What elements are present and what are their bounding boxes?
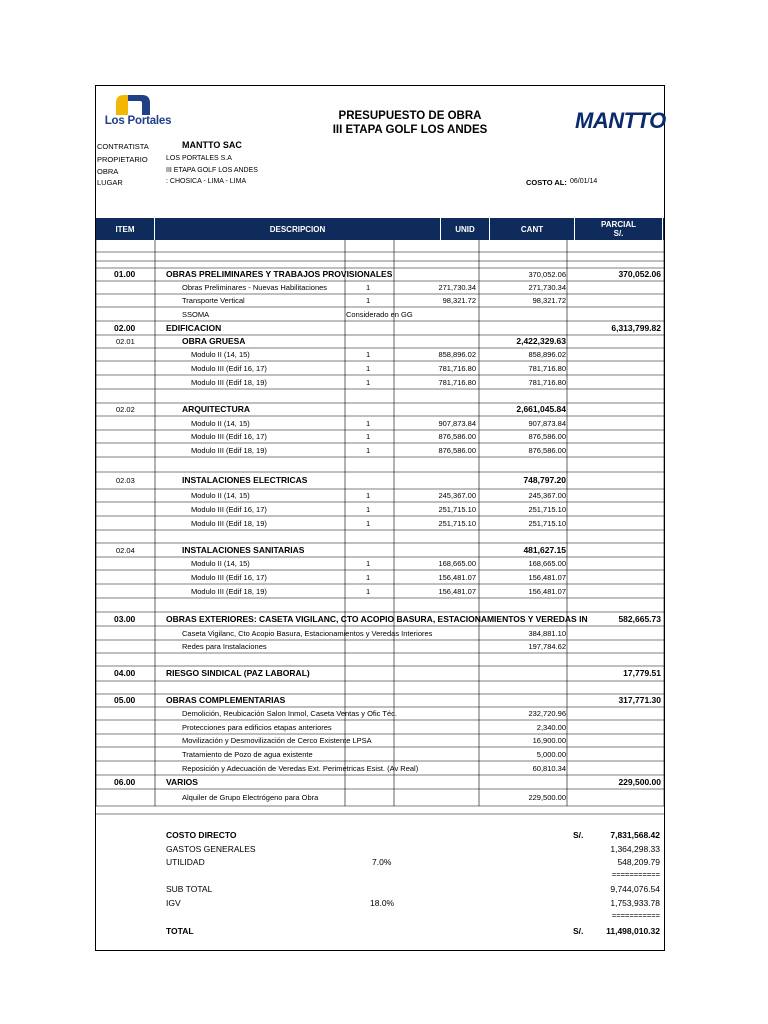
column-parcial-line1: PARCIAL — [601, 220, 636, 229]
row-description: Modulo II (14, 15) — [191, 350, 250, 359]
gastos-generales-label: GASTOS GENERALES — [166, 844, 256, 854]
costo-directo-value: 7,831,568.42 — [610, 830, 660, 840]
row-unid: 1 — [366, 559, 371, 568]
row-parcial: 271,730.34 — [528, 283, 566, 292]
row-description: INSTALACIONES SANITARIAS — [182, 544, 305, 555]
row-parcial: 2,661,045.84 — [516, 404, 566, 414]
total-value: 11,498,010.32 — [606, 926, 660, 936]
costo-al-value: 06/01/14 — [570, 178, 598, 185]
column-parcial — [575, 218, 663, 240]
row-parcial: 251,715.10 — [528, 504, 566, 514]
row-subtotal: 17,779.51 — [623, 668, 661, 678]
row-parcial: 481,627.15 — [523, 544, 566, 555]
page-subtitle: III ETAPA GOLF LOS ANDES — [332, 124, 488, 136]
row-description: Demolición, Reubicación Salon Inmol, Caseta Ventas y Ofic Téc. — [182, 709, 397, 718]
propietario-value: LOS PORTALES S.A — [166, 155, 232, 162]
utilidad-value: 548,209.79 — [617, 857, 660, 867]
row-parcial: 876,586.00 — [528, 445, 566, 455]
row-item-code: 04.00 — [114, 668, 136, 678]
table-header — [96, 218, 737, 240]
row-parcial: 168,665.00 — [528, 559, 566, 568]
row-description: SSOMA — [182, 309, 210, 319]
row-description: Obras Preliminares - Nuevas Habilitaciones — [182, 283, 328, 292]
lugar-label: LUGAR — [97, 178, 123, 187]
row-unid: 1 — [366, 445, 371, 455]
row-unid: 1 — [366, 491, 371, 500]
row-unid: 1 — [366, 296, 371, 305]
row-parcial: 232,720.96 — [528, 709, 566, 718]
row-parcial: 98,321.72 — [532, 296, 566, 305]
row-description: Modulo III (Edif 16, 17) — [191, 432, 267, 441]
row-description: Modulo III (Edif 18, 19) — [191, 377, 267, 387]
row-item-code: 02.03 — [116, 476, 135, 485]
row-item-code: 03.00 — [114, 613, 136, 624]
row-unid: 1 — [366, 377, 371, 387]
costo-al-label: COSTO AL: — [526, 178, 567, 187]
row-description: Movilización y Desmovilización de Cerco Existente LPSA — [182, 736, 372, 745]
row-item-code: 05.00 — [114, 695, 136, 705]
row-description: Modulo II (14, 15) — [191, 559, 250, 568]
utilidad-label: UTILIDAD — [166, 857, 205, 867]
row-description: Modulo III (Edif 18, 19) — [191, 518, 267, 528]
row-unid: 1 — [366, 518, 371, 528]
row-description: Modulo III (Edif 18, 19) — [191, 586, 267, 596]
budget-sheet — [95, 85, 665, 951]
row-parcial: 229,500.00 — [528, 793, 566, 802]
row-parcial: 251,715.10 — [528, 518, 566, 528]
row-parcial: 384,881.10 — [528, 628, 566, 638]
row-description: Modulo III (Edif 16, 17) — [191, 572, 267, 582]
row-parcial: 781,716.80 — [528, 377, 566, 387]
row-description: Tratamiento de Pozo de agua existente — [182, 749, 313, 759]
row-item-code: 02.00 — [114, 322, 136, 333]
column-item: ITEM — [96, 218, 155, 240]
row-cant: 876,586.00 — [438, 445, 476, 455]
row-cant: 876,586.00 — [438, 432, 476, 441]
lugar-value: : CHOSICA - LIMA - LIMA — [166, 178, 247, 185]
separator-line-1: =========== — [611, 870, 660, 879]
row-item-code: 02.04 — [116, 545, 135, 555]
row-item-code: 01.00 — [114, 269, 136, 279]
row-item-code: 06.00 — [114, 776, 136, 787]
row-parcial: 60,810.34 — [532, 763, 566, 773]
column-subtotal-line2: S/. — [708, 229, 719, 238]
row-description: OBRAS COMPLEMENTARIAS — [166, 695, 286, 705]
logo-text: Los Portales — [104, 115, 172, 127]
contratista-label: CONTRATISTA — [97, 142, 149, 151]
igv-label: IGV — [166, 898, 181, 908]
row-description: Transporte Vertical — [182, 296, 245, 305]
row-unid: 1 — [366, 350, 371, 359]
row-subtotal: 370,052.06 — [618, 269, 661, 279]
company-logo — [98, 89, 178, 135]
igv-percent: 18.0% — [370, 898, 395, 908]
row-description: Modulo II (14, 15) — [191, 418, 250, 428]
row-item-code: 02.02 — [116, 405, 135, 414]
row-parcial: 245,367.00 — [528, 491, 566, 500]
row-unid: 1 — [366, 283, 371, 292]
row-cant: 98,321.72 — [442, 296, 476, 305]
column-unid: UNID — [441, 218, 490, 240]
row-parcial: 907,873.84 — [528, 418, 566, 428]
column-subtotal — [663, 218, 764, 240]
row-unid: Considerado en GG — [346, 309, 413, 319]
column-descripcion: DESCRIPCION — [155, 218, 441, 240]
propietario-label: PROPIETARIO — [97, 155, 148, 164]
total-currency: S/. — [573, 926, 584, 936]
row-cant: 168,665.00 — [438, 559, 476, 568]
row-parcial: 876,586.00 — [528, 432, 566, 441]
row-parcial: 156,481.07 — [528, 572, 566, 582]
row-description: Caseta Vigilanc, Cto Acopio Basura, Estacionamientos y Veredas Interiores — [182, 628, 433, 638]
row-description: Modulo III (Edif 16, 17) — [191, 504, 267, 514]
gastos-generales-value: 1,364,298.33 — [610, 844, 660, 854]
row-description: VARIOS — [166, 776, 198, 787]
row-cant: 156,481.07 — [438, 586, 476, 596]
row-description: EDIFICACION — [166, 322, 222, 333]
row-description: OBRAS PRELIMINARES Y TRABAJOS PROVISIONALES — [166, 269, 393, 279]
row-description: RIESGO SINDICAL (PAZ LABORAL) — [166, 668, 310, 678]
row-cant: 251,715.10 — [438, 504, 476, 514]
row-description: Modulo III (Edif 16, 17) — [191, 363, 267, 373]
row-cant: 245,367.00 — [438, 491, 476, 500]
row-cant: 156,481.07 — [438, 572, 476, 582]
row-subtotal: 317,771.30 — [618, 695, 661, 705]
row-description: ARQUITECTURA — [182, 404, 250, 414]
row-cant: 251,715.10 — [438, 518, 476, 528]
total-label: TOTAL — [166, 926, 194, 936]
row-parcial: 370,052.06 — [528, 270, 566, 279]
costo-directo-label: COSTO DIRECTO — [166, 830, 237, 840]
row-cant: 781,716.80 — [438, 363, 476, 373]
column-cant: CANT — [490, 218, 575, 240]
row-description: Alquiler de Grupo Electrógeno para Obra — [182, 793, 319, 802]
row-description: INSTALACIONES ELECTRICAS — [182, 475, 308, 485]
row-unid: 1 — [366, 432, 371, 441]
row-description: Modulo II (14, 15) — [191, 491, 250, 500]
column-subtotal-line1: SUB TOTAL — [690, 220, 737, 229]
row-description: Redes para Instalaciones — [182, 642, 267, 651]
column-parcial-line2: S/. — [613, 229, 624, 238]
row-description: OBRA GRUESA — [182, 336, 246, 346]
contratista-value: MANTTO SAC — [182, 140, 242, 150]
row-parcial: 781,716.80 — [528, 363, 566, 373]
brand-logo: MANTTO — [575, 108, 666, 133]
row-cant: 781,716.80 — [438, 377, 476, 387]
row-description: Protecciones para edificios etapas anteriores — [182, 722, 332, 732]
row-parcial: 197,784.62 — [528, 642, 566, 651]
row-parcial: 858,896.02 — [528, 350, 566, 359]
row-unid: 1 — [366, 572, 371, 582]
page-title: PRESUPUESTO DE OBRA — [338, 110, 482, 122]
row-unid: 1 — [366, 504, 371, 514]
igv-value: 1,753,933.78 — [610, 898, 660, 908]
row-parcial: 16,900.00 — [532, 736, 566, 745]
costo-directo-currency: S/. — [573, 830, 584, 840]
row-unid: 1 — [366, 363, 371, 373]
row-item-code: 02.01 — [116, 337, 135, 346]
row-unid: 1 — [366, 418, 371, 428]
row-description: Modulo III (Edif 18, 19) — [191, 445, 267, 455]
sub-total-value: 9,744,076.54 — [610, 884, 660, 894]
row-subtotal: 6,313,799.82 — [611, 322, 661, 333]
row-parcial: 2,340.00 — [536, 722, 566, 732]
row-cant: 907,873.84 — [438, 418, 476, 428]
obra-label: OBRA — [97, 167, 119, 176]
row-parcial: 2,422,329.63 — [516, 336, 566, 346]
obra-value: III ETAPA GOLF LOS ANDES — [166, 167, 258, 174]
row-unid: 1 — [366, 586, 371, 596]
row-cant: 271,730.34 — [438, 283, 476, 292]
sub-total-label: SUB TOTAL — [166, 884, 213, 894]
row-parcial: 156,481.07 — [528, 586, 566, 596]
row-cant: 858,896.02 — [438, 350, 476, 359]
row-parcial: 748,797.20 — [523, 475, 566, 485]
row-subtotal: 229,500.00 — [618, 776, 661, 787]
row-description: OBRAS EXTERIORES: CASETA VIGILANC, CTO ACOPIO BASURA, ESTACIONAMIENTOS Y VEREDAS IN — [166, 613, 588, 624]
utilidad-percent: 7.0% — [372, 857, 392, 867]
row-subtotal: 582,665.73 — [618, 613, 661, 624]
row-parcial: 5,000.00 — [536, 749, 566, 759]
separator-line-2: =========== — [611, 911, 660, 920]
row-description: Reposición y Adecuación de Veredas Ext. Perimetricas Esist. (Av Real) — [182, 763, 419, 773]
